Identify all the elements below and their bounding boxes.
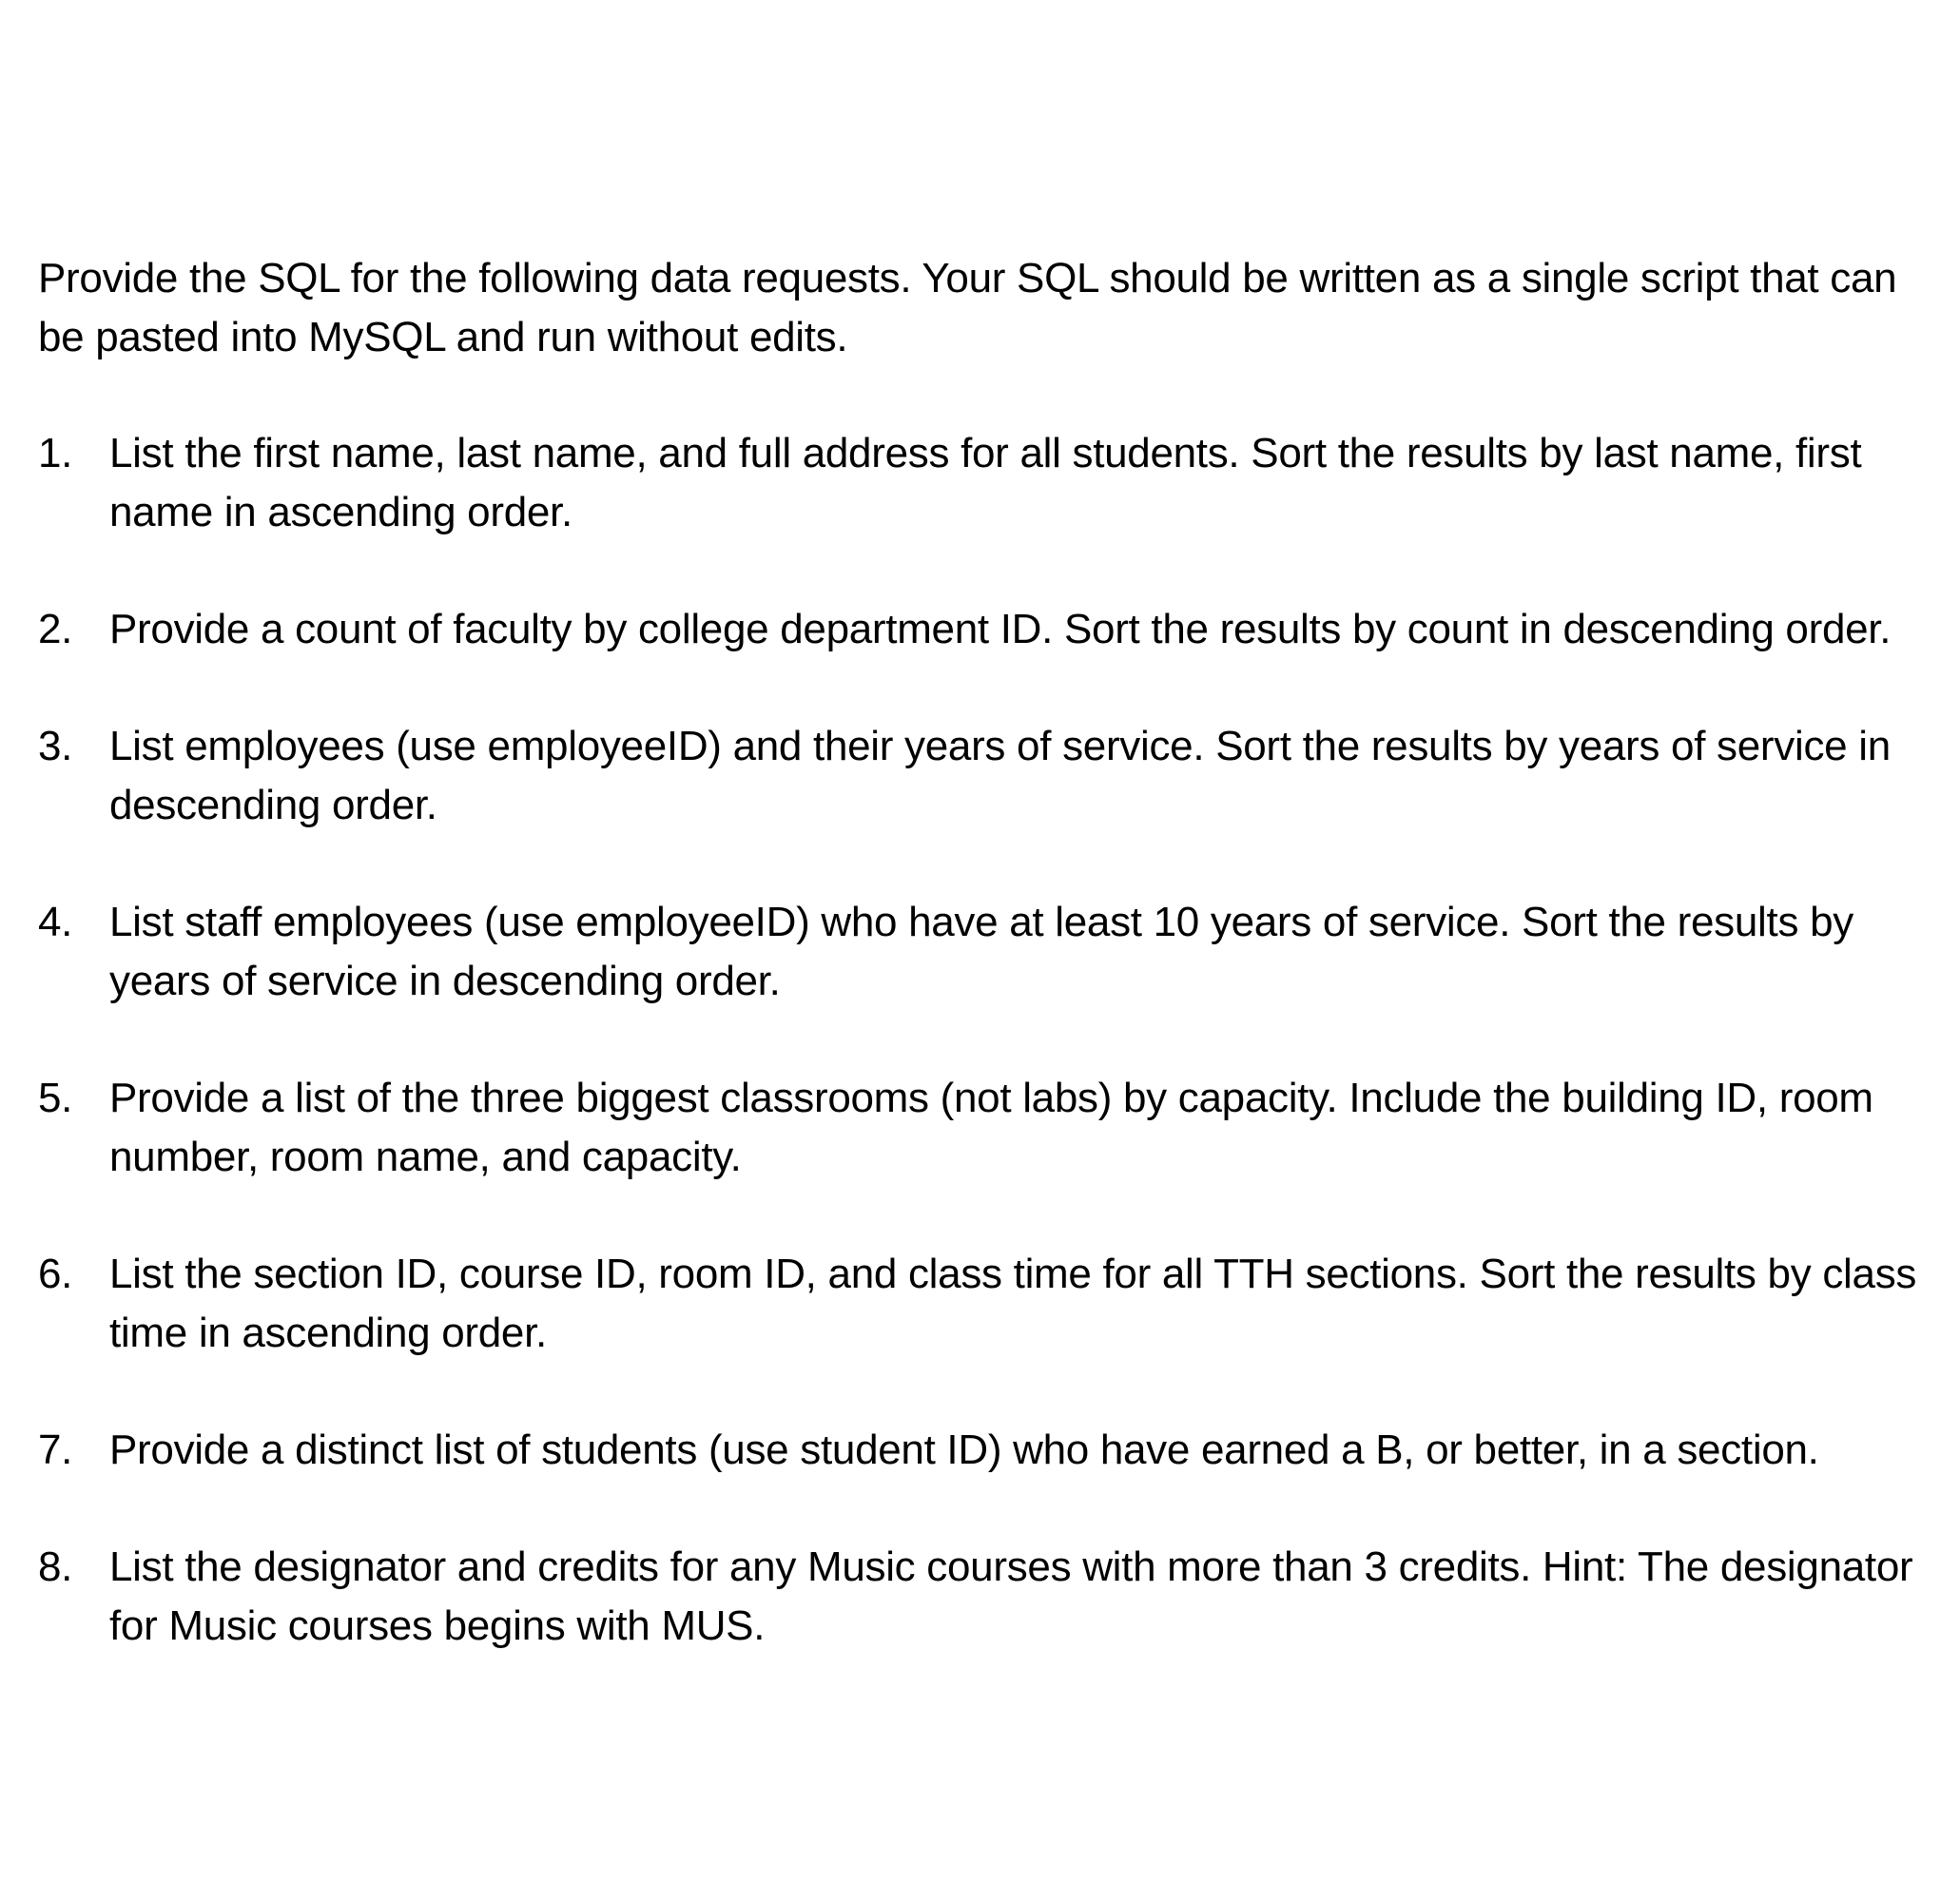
question-number: 1. bbox=[38, 430, 73, 476]
question-list bbox=[38, 424, 1931, 1714]
question-item-8 bbox=[38, 1538, 1931, 1656]
question-item-2 bbox=[38, 600, 1931, 659]
question-text: List the designator and credits for any Music courses with more than 3 credits. Hint: The designator for Music courses begins with MUS. bbox=[109, 1543, 1913, 1649]
question-item-6 bbox=[38, 1245, 1931, 1363]
question-item-1 bbox=[38, 424, 1931, 542]
question-number: 7. bbox=[38, 1427, 73, 1473]
question-item-5 bbox=[38, 1069, 1931, 1187]
question-number: 8. bbox=[38, 1543, 73, 1590]
question-number: 2. bbox=[38, 606, 73, 652]
question-text: List staff employees (use employeeID) who have at least 10 years of service. Sort the results by years of service in descending order. bbox=[109, 899, 1853, 1004]
question-number: 3. bbox=[38, 723, 73, 769]
question-text: List the first name, last name, and full address for all students. Sort the results by last name, first name in ascending order. bbox=[109, 430, 1862, 535]
question-text: List employees (use employeeID) and their years of service. Sort the results by years of service in descending order. bbox=[109, 723, 1891, 828]
question-text: Provide a list of the three biggest classrooms (not labs) by capacity. Include the building ID, room number, room name, and capacity. bbox=[109, 1075, 1873, 1180]
question-number: 5. bbox=[38, 1075, 73, 1121]
question-text: Provide a distinct list of students (use student ID) who have earned a B, or better, in a section. bbox=[109, 1427, 1819, 1473]
question-item-4 bbox=[38, 893, 1931, 1011]
question-number: 6. bbox=[38, 1251, 73, 1297]
question-item-3 bbox=[38, 717, 1931, 835]
question-number: 4. bbox=[38, 899, 73, 945]
question-text: Provide a count of faculty by college department ID. Sort the results by count in descending order. bbox=[109, 606, 1892, 652]
intro-paragraph: Provide the SQL for the following data requests. Your SQL should be written as a single script that can be pasted into MySQL and run without edits. bbox=[38, 255, 1897, 360]
question-text: List the section ID, course ID, room ID, and class time for all TTH sections. Sort the results by class time in ascending order. bbox=[109, 1251, 1917, 1356]
question-item-7 bbox=[38, 1421, 1931, 1480]
